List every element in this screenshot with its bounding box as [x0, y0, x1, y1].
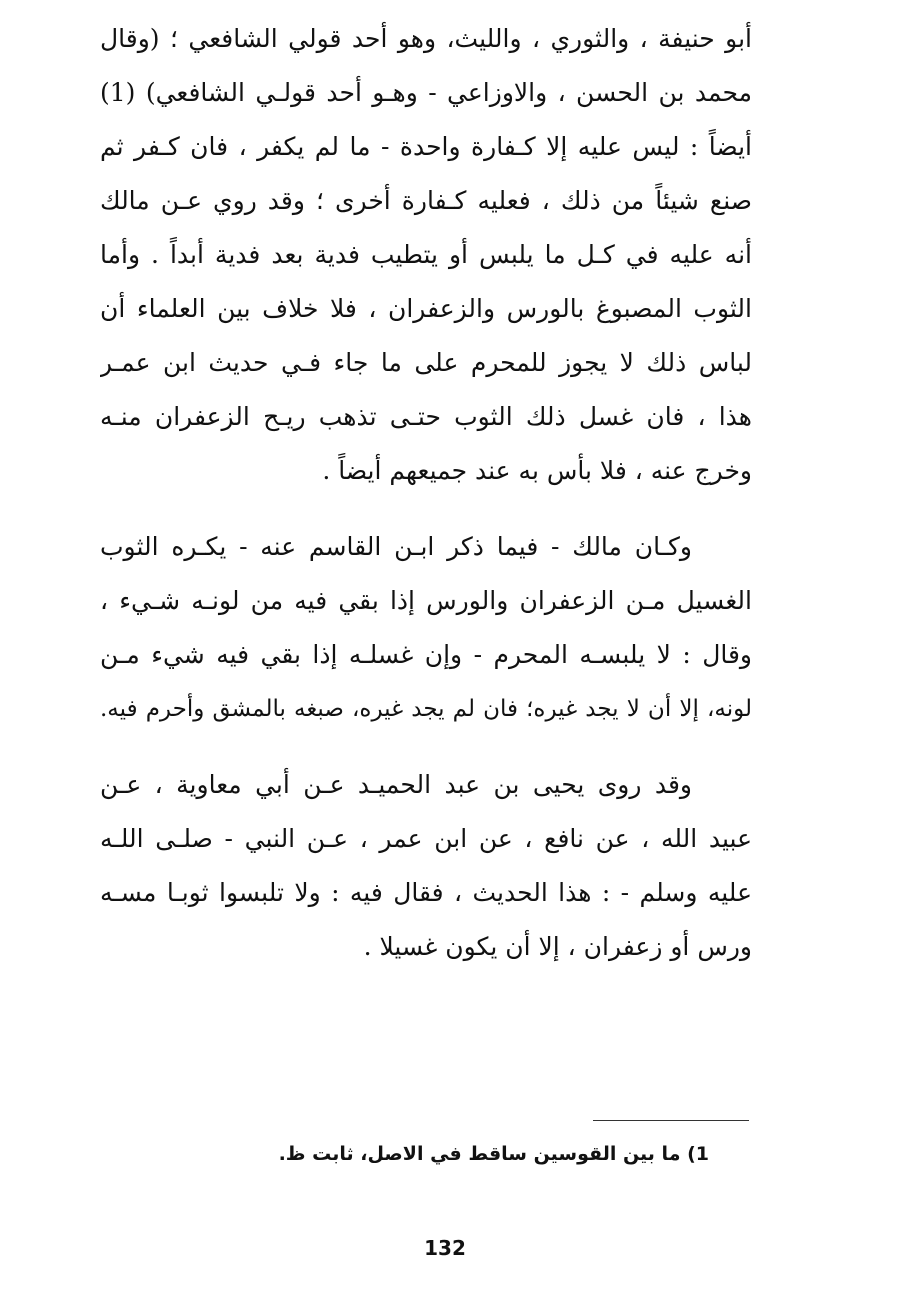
paragraph-2 — [100, 520, 752, 736]
text-line: الثوب المصبوغ بالورس والزعفران ، فلا خلاف بين العلماء أن — [100, 294, 752, 323]
footnote-divider — [593, 1120, 749, 1121]
text-line: ورس أو زعفران ، إلا أن يكون غسيلا . — [363, 932, 752, 961]
text-line: أنه عليه في كـل ما يلبس أو يتطيب فدية بعد فدية أبداً . وأما — [100, 240, 752, 269]
text-line: صنع شيئاً من ذلك ، فعليه كـفارة أخرى ؛ وقد روي عـن مالك — [100, 186, 752, 215]
text-line: وخرج عنه ، فلا بأس به عند جميعهم أيضاً . — [322, 456, 752, 485]
text-line: هذا ، فان غسل ذلك الثوب حتـى تذهب ريـح الزعفران منـه — [100, 402, 752, 431]
text-line: الغسيل مـن الزعفران والورس إذا بقي فيه من لونـه شـيء ، — [100, 586, 752, 615]
text-line: أيضاً : ليس عليه إلا كـفارة واحدة - ما لم يكفر ، فان كـفر ثم — [100, 132, 752, 161]
text-line: وكـان مالك - فيما ذكر ابـن القاسم عنه - يكـره الثوب — [100, 532, 692, 561]
text-line: محمد بن الحسن ، والاوزاعي - وهـو أحد قولـي الشافعي) (1) — [100, 78, 752, 107]
page-number: 132 — [424, 1236, 466, 1260]
footnote: 1) ما بين القوسين ساقط في الاصل، ثابت ظ. — [278, 1143, 709, 1165]
paragraph-1 — [100, 12, 752, 498]
text-line: لباس ذلك لا يجوز للمحرم على ما جاء فـي حديث ابن عمـر — [100, 348, 752, 377]
text-line: لونه، إلا أن لا يجد غيره؛ فان لم يجد غيره، صبغه بالمشق وأحرم فيه. — [100, 696, 752, 722]
body-text — [100, 0, 752, 974]
text-line: وقال : لا يلبسـه المحرم - وإن غسلـه إذا بقي فيه شيء مـن — [100, 640, 752, 669]
text-line: عليه وسلم - : هذا الحديث ، فقال فيه : ولا تلبسوا ثوبـا مسـه — [100, 878, 752, 907]
text-line: وقد روى يحيى بن عبد الحميـد عـن أبي معاوية ، عـن — [100, 770, 692, 799]
text-line: أبو حنيفة ، والثوري ، والليث، وهو أحد قولي الشافعي ؛ (وقال — [100, 24, 752, 53]
paragraph-gap — [100, 736, 752, 758]
paragraph-gap — [100, 498, 752, 520]
text-line: عبيد الله ، عن نافع ، عن ابن عمر ، عـن النبي - صلـى اللـه — [100, 824, 752, 853]
paragraph-3 — [100, 758, 752, 974]
